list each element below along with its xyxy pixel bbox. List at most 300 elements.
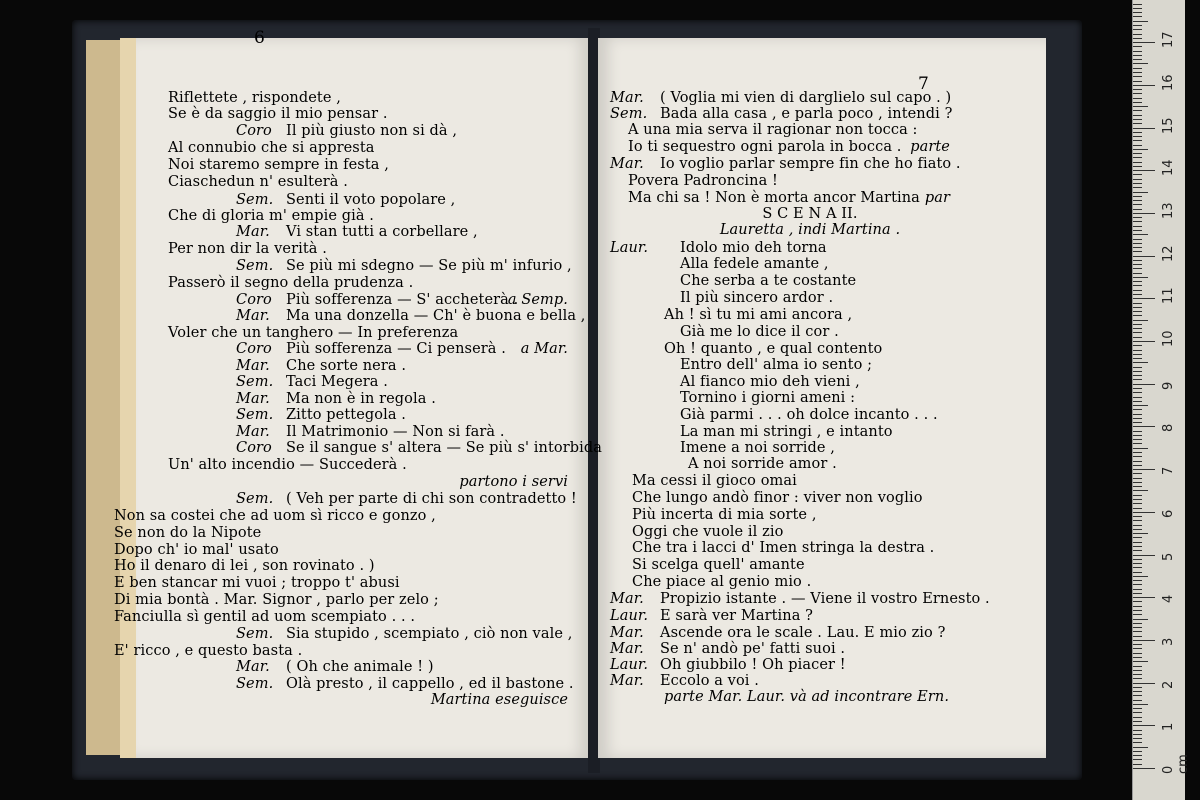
ruler-label: 15 [1161, 116, 1176, 134]
ruler-minor-tick [1133, 196, 1142, 197]
ruler-minor-tick [1133, 243, 1142, 244]
ruler-minor-tick [1133, 102, 1142, 103]
speaker-label: Coro [236, 440, 272, 456]
verse-line: Al fianco mio deh vieni , [680, 374, 860, 390]
verse-line: Ciaschedun n' esulterà . [168, 174, 348, 190]
ruler-minor-tick [1133, 324, 1142, 325]
ruler-minor-tick [1133, 764, 1142, 765]
verse-line: Tornino i giorni ameni : [680, 390, 856, 406]
verse-line: Ma una donzella — Ch' è buona e bella , [286, 308, 586, 324]
verse-line: Entro dell' alma io sento ; [680, 357, 873, 373]
ruler-label: 16 [1161, 74, 1176, 91]
ruler-minor-tick [1133, 550, 1142, 551]
ruler-minor-tick [1133, 247, 1142, 248]
ruler-minor-tick [1133, 401, 1142, 402]
verse-line: Se è da saggio il mio pensar . [168, 106, 388, 122]
ruler-minor-tick [1133, 93, 1142, 94]
scene-heading: Lauretta , indi Martina . [719, 222, 901, 238]
verse-line: Il più giusto non si dà , [286, 123, 458, 139]
ruler-minor-tick [1133, 695, 1142, 696]
ruler-minor-tick [1133, 260, 1142, 261]
verse-line: Io voglio parlar sempre fin che ho fiato . [660, 156, 961, 172]
verse-line: Se n' andò pe' fatti suoi . [660, 641, 846, 657]
ruler-major-tick [1133, 85, 1155, 86]
ruler-minor-tick [1133, 717, 1142, 718]
verse-line: Ma chi sa ! Non è morta ancor Martina . [628, 190, 930, 206]
ruler-minor-tick [1133, 123, 1142, 124]
ruler-minor-tick [1133, 533, 1148, 534]
ruler-minor-tick [1133, 290, 1142, 291]
ruler-minor-tick [1133, 542, 1142, 543]
verse-line: Che lungo andò finor : viver non voglio [632, 490, 923, 506]
ruler-minor-tick [1133, 644, 1142, 645]
ruler-minor-tick [1133, 431, 1142, 432]
speaker-label: Coro [236, 292, 272, 308]
speaker-label: Mar. [610, 673, 644, 689]
speaker-label: Mar. [236, 424, 270, 440]
ruler-minor-tick [1133, 34, 1142, 35]
ruler-major-tick [1133, 384, 1155, 385]
ruler-minor-tick [1133, 610, 1142, 611]
ruler-minor-tick [1133, 277, 1148, 278]
stage-direction: partono i servi [459, 474, 568, 490]
ruler-minor-tick [1133, 46, 1142, 47]
ruler-minor-tick [1133, 350, 1142, 351]
verse-line: Eccolo a voi . [660, 673, 759, 689]
ruler-minor-tick [1133, 452, 1142, 453]
verse-line: Più sofferenza — S' accheterà . [286, 292, 519, 308]
ruler-minor-tick [1133, 106, 1148, 107]
ruler-minor-tick [1133, 217, 1142, 218]
ruler-label: 9 [1161, 381, 1176, 390]
verse-line: Oh ! quanto , e qual contento [664, 341, 883, 357]
ruler-label: 12 [1161, 245, 1176, 262]
verse-line: Alla fedele amante , [680, 256, 829, 272]
ruler-major-tick [1133, 469, 1155, 470]
speaker-label: Mar. [610, 591, 644, 607]
ruler-label: 13 [1161, 202, 1176, 219]
ruler-minor-tick [1133, 230, 1142, 231]
ruler-minor-tick [1133, 593, 1142, 594]
ruler-minor-tick [1133, 448, 1148, 449]
verse-line: Fanciulla sì gentil ad uom scempiato . . . [114, 609, 416, 625]
ruler-minor-tick [1133, 285, 1142, 286]
ruler-minor-tick [1133, 72, 1142, 73]
ruler-minor-tick [1133, 584, 1142, 585]
ruler-minor-tick [1133, 636, 1142, 637]
ruler-major-tick [1133, 725, 1155, 726]
ruler-minor-tick [1133, 674, 1142, 675]
ruler-minor-tick [1133, 670, 1142, 671]
speaker-label: Mar. [236, 391, 270, 407]
verse-line: Oh giubbilo ! Oh piacer ! [660, 657, 846, 673]
ruler-minor-tick [1133, 239, 1142, 240]
verse-line: Più incerta di mia sorte , [632, 507, 817, 523]
ruler-label: 4 [1161, 594, 1176, 604]
ruler-minor-tick [1133, 38, 1142, 39]
ruler-minor-tick [1133, 362, 1148, 363]
verse-line: A una mia serva il ragionar non tocca : [628, 122, 918, 138]
ruler-major-tick [1133, 555, 1155, 556]
verse-line: Idolo mio deh torna [680, 240, 827, 256]
ruler-minor-tick [1133, 132, 1142, 133]
ruler-major-tick [1133, 170, 1155, 171]
verse-line: A noi sorride amor . [688, 456, 837, 472]
verse-line: Olà presto , il cappello , ed il bastone . [286, 676, 574, 692]
ruler-major-tick [1133, 683, 1155, 684]
verse-line: Il Matrimonio — Non si farà . [286, 424, 505, 440]
verse-line: E' ricco , e questo basta . [114, 643, 303, 659]
ruler-label: 14 [1161, 159, 1176, 177]
verse-line: Propizio istante . — Viene il vostro Ernesto . [660, 591, 990, 607]
ruler-minor-tick [1133, 264, 1142, 265]
ruler-minor-tick [1133, 601, 1142, 602]
verse-line: Riflettete , rispondete , [168, 90, 341, 106]
ruler-minor-tick [1133, 81, 1142, 82]
ruler-minor-tick [1133, 51, 1142, 52]
verse-line: Dopo ch' io mal' usato [114, 542, 279, 558]
ruler-minor-tick [1133, 110, 1142, 111]
ruler-minor-tick [1133, 614, 1142, 615]
ruler-minor-tick [1133, 379, 1142, 380]
ruler-minor-tick [1133, 712, 1142, 713]
verse-line: Già parmi . . . oh dolce incanto . . . [680, 407, 938, 423]
speaker-label: Mar. [610, 90, 644, 106]
verse-line: Povera Padroncina ! [628, 173, 778, 189]
left-page-number: 6 [254, 28, 265, 48]
verse-line: Un' alto incendio — Succederà . [168, 457, 407, 473]
verse-line: Vi stan tutti a corbellare , [286, 224, 478, 240]
speaker-label: Mar. [610, 625, 644, 641]
ruler-minor-tick [1133, 755, 1142, 756]
ruler-minor-tick [1133, 337, 1142, 338]
ruler-label: 5 [1161, 552, 1176, 561]
speaker-label: Mar. [236, 659, 270, 675]
ruler-minor-tick [1133, 162, 1142, 163]
right-page-number: 7 [918, 74, 929, 94]
ruler-label: 3 [1161, 637, 1176, 646]
speaker-label: Sem. [236, 491, 274, 507]
ruler-minor-tick [1133, 187, 1142, 188]
verse-line: Il più sincero ardor . [680, 290, 834, 306]
verse-line: Voler che un tanghero — In preferenza [168, 325, 459, 341]
stage-direction: Martina eseguisce [430, 692, 568, 708]
ruler-minor-tick [1133, 367, 1142, 368]
stage-direction: par [924, 190, 950, 206]
ruler-label: 11 [1161, 287, 1176, 305]
ruler-minor-tick [1133, 666, 1142, 667]
speaker-label: Sem. [236, 626, 274, 642]
ruler-minor-tick [1133, 345, 1142, 346]
ruler-minor-tick [1133, 520, 1142, 521]
ruler-minor-tick [1133, 192, 1148, 193]
ruler-minor-tick [1133, 678, 1142, 679]
ruler-minor-tick [1133, 371, 1142, 372]
verse-line: Senti il voto popolare , [286, 192, 456, 208]
ruler-minor-tick [1133, 439, 1142, 440]
speaker-label: Sem. [236, 374, 274, 390]
ruler-minor-tick [1133, 414, 1142, 415]
verse-line: Che piace al genio mio . [632, 574, 812, 590]
ruler-label: 7 [1161, 466, 1176, 476]
ruler-major-tick [1133, 341, 1155, 342]
ruler-minor-tick [1133, 174, 1142, 175]
ruler-minor-tick [1133, 563, 1142, 564]
ruler-minor-tick [1133, 687, 1142, 688]
ruler-minor-tick [1133, 234, 1148, 235]
ruler-minor-tick [1133, 303, 1142, 304]
verse-line: Passerò il segno della prudenza . [168, 275, 414, 291]
stage-direction: a Mar. [520, 341, 568, 357]
ruler-label: 17 [1161, 31, 1176, 49]
verse-line: ( Veh per parte di chi son contradetto ! [286, 491, 577, 507]
speaker-label: Sem. [236, 258, 274, 274]
ruler-minor-tick [1133, 166, 1142, 167]
ruler-minor-tick [1133, 397, 1142, 398]
ruler-minor-tick [1133, 315, 1142, 316]
ruler-minor-tick [1133, 183, 1142, 184]
ruler-minor-tick [1133, 661, 1148, 662]
stage-direction: a Semp. [507, 292, 568, 308]
ruler-minor-tick [1133, 59, 1142, 60]
ruler-minor-tick [1133, 627, 1142, 628]
ruler-minor-tick [1133, 76, 1142, 77]
speaker-label: Laur. [610, 657, 649, 673]
ruler-minor-tick [1133, 537, 1142, 538]
verse-line: Oggi che vuole il zio [632, 524, 784, 540]
ruler-minor-tick [1133, 691, 1142, 692]
speaker-label: Sem. [610, 106, 648, 122]
ruler-minor-tick [1133, 149, 1148, 150]
ruler-minor-tick [1133, 63, 1148, 64]
ruler-label: 10 [1161, 330, 1176, 347]
ruler-minor-tick [1133, 179, 1142, 180]
ruler-minor-tick [1133, 525, 1142, 526]
verse-line: Io ti sequestro ogni parola in bocca . [628, 139, 902, 155]
ruler-major-tick [1133, 298, 1155, 299]
ruler-minor-tick [1133, 482, 1142, 483]
verse-line: Se più mi sdegno — Se più m' infurio , [286, 258, 572, 274]
ruler-minor-tick [1133, 742, 1142, 743]
verse-line: ( Voglia mi vien di darglielo sul capo . ) [660, 90, 952, 106]
scene-heading: S C E N A II. [762, 206, 858, 222]
ruler-minor-tick [1133, 738, 1142, 739]
speaker-label: Coro [236, 341, 272, 357]
ruler-major-tick [1133, 128, 1155, 129]
ruler-minor-tick [1133, 273, 1142, 274]
ruler-minor-tick [1133, 375, 1142, 376]
ruler-minor-tick [1133, 311, 1142, 312]
ruler-minor-tick [1133, 200, 1142, 201]
ruler-minor-tick [1133, 490, 1148, 491]
ruler-minor-tick [1133, 734, 1142, 735]
ruler-minor-tick [1133, 25, 1142, 26]
ruler-minor-tick [1133, 631, 1142, 632]
ruler-major-tick [1133, 213, 1155, 214]
speaker-label: Laur. [610, 240, 649, 256]
ruler-minor-tick [1133, 623, 1142, 624]
ruler-minor-tick [1133, 388, 1142, 389]
verse-line: ( Oh che animale ! ) [286, 659, 434, 675]
ruler-minor-tick [1133, 606, 1142, 607]
ruler-minor-tick [1133, 443, 1142, 444]
ruler-minor-tick [1133, 119, 1142, 120]
ruler-minor-tick [1133, 209, 1142, 210]
ruler-minor-tick [1133, 653, 1142, 654]
verse-line: Che sorte nera . [286, 358, 407, 374]
ruler-minor-tick [1133, 98, 1142, 99]
ruler-minor-tick [1133, 580, 1142, 581]
ruler-minor-tick [1133, 559, 1142, 560]
speaker-label: Mar. [610, 156, 644, 172]
ruler-minor-tick [1133, 465, 1142, 466]
ruler-minor-tick [1133, 648, 1142, 649]
verse-line: parte Mar. Laur. và ad incontrare Ern. [664, 689, 950, 705]
ruler-label: 8 [1161, 424, 1176, 433]
ruler-minor-tick [1133, 405, 1148, 406]
speaker-label: Coro [236, 123, 272, 139]
verse-line: Ascende ora le scale . Lau. E mio zio ? [660, 625, 946, 641]
verse-line: Che tra i lacci d' Imen stringa la destra . [632, 540, 935, 556]
ruler-minor-tick [1133, 730, 1142, 731]
ruler-major-tick [1133, 768, 1155, 769]
speaker-label: Sem. [236, 407, 274, 423]
ruler-major-tick [1133, 426, 1155, 427]
ruler-minor-tick [1133, 307, 1142, 308]
ruler-minor-tick [1133, 422, 1142, 423]
verse-line: Al connubio che si appresta [168, 140, 375, 156]
verse-line: Non sa costei che ad uom sì ricco e gonzo , [114, 508, 436, 524]
ruler-minor-tick [1133, 136, 1142, 137]
ruler-minor-tick [1133, 68, 1142, 69]
ruler-minor-tick [1133, 495, 1142, 496]
ruler-minor-tick [1133, 115, 1142, 116]
verse-line: Taci Megera . [286, 374, 388, 390]
measurement-ruler [1132, 0, 1191, 800]
ruler-minor-tick [1133, 456, 1142, 457]
ruler-minor-tick [1133, 567, 1142, 568]
verse-line: Noi staremo sempre in festa , [168, 157, 389, 173]
verse-line: Ah ! sì tu mi ami ancora , [664, 307, 853, 323]
verse-line: Ho il denaro di lei , son rovinato . ) [114, 558, 375, 574]
ruler-minor-tick [1133, 89, 1142, 90]
verse-line: Per non dir la verità . [168, 241, 327, 257]
ruler-minor-tick [1133, 473, 1142, 474]
verse-line: Che di gloria m' empie già . [168, 208, 374, 224]
stage-direction: parte [910, 139, 950, 155]
ruler-minor-tick [1133, 251, 1142, 252]
verse-line: Sia stupido , scempiato , ciò non vale , [286, 626, 573, 642]
ruler-minor-tick [1133, 157, 1142, 158]
ruler-minor-tick [1133, 759, 1142, 760]
ruler-minor-tick [1133, 8, 1142, 9]
verse-line: Si scelga quell' amante [632, 557, 805, 573]
verse-line: Bada alla casa , e parla poco , intendi ? [660, 106, 953, 122]
ruler-minor-tick [1133, 461, 1142, 462]
verse-line: Se il sangue s' altera — Se più s' intorbida [286, 440, 603, 456]
ruler-minor-tick [1133, 16, 1142, 17]
ruler-minor-tick [1133, 589, 1142, 590]
ruler-minor-tick [1133, 516, 1142, 517]
ruler-label: 2 [1161, 680, 1176, 689]
ruler-minor-tick [1133, 546, 1142, 547]
ruler-minor-tick [1133, 572, 1142, 573]
ruler-minor-tick [1133, 226, 1142, 227]
ruler-minor-tick [1133, 221, 1142, 222]
speaker-label: Mar. [236, 358, 270, 374]
ruler-minor-tick [1133, 619, 1148, 620]
ruler-minor-tick [1133, 704, 1148, 705]
ruler-minor-tick [1133, 751, 1142, 752]
ruler-major-tick [1133, 597, 1155, 598]
ruler-major-tick [1133, 640, 1155, 641]
ruler-minor-tick [1133, 55, 1142, 56]
speaker-label: Sem. [236, 676, 274, 692]
ruler-minor-tick [1133, 268, 1142, 269]
ruler-minor-tick [1133, 418, 1142, 419]
ruler-minor-tick [1133, 700, 1142, 701]
ruler-minor-tick [1133, 708, 1142, 709]
ruler-minor-tick [1133, 576, 1148, 577]
verse-line: Se non do la Nipote [114, 525, 262, 541]
ruler-minor-tick [1133, 503, 1142, 504]
verse-line: La man mi stringi , e intanto [680, 424, 893, 440]
ruler-minor-tick [1133, 145, 1142, 146]
verse-line: E sarà ver Martina ? [660, 608, 814, 624]
ruler-minor-tick [1133, 281, 1142, 282]
ruler-minor-tick [1133, 332, 1142, 333]
ruler-minor-tick [1133, 140, 1142, 141]
ruler-minor-tick [1133, 12, 1142, 13]
verse-line: Di mia bontà . Mar. Signor , parlo per zelo ; [114, 592, 439, 608]
ruler-label: 0 cm [1161, 754, 1191, 774]
ruler-minor-tick [1133, 4, 1142, 5]
ruler-label: 6 [1161, 509, 1176, 518]
ruler-minor-tick [1133, 29, 1142, 30]
ruler-minor-tick [1133, 392, 1142, 393]
speaker-label: Laur. [610, 608, 649, 624]
verse-line: Che serba a te costante [680, 273, 857, 289]
ruler-minor-tick [1133, 294, 1142, 295]
ruler-minor-tick [1133, 747, 1148, 748]
ruler-minor-tick [1133, 358, 1142, 359]
ruler-major-tick [1133, 42, 1155, 43]
speaker-label: Sem. [236, 192, 274, 208]
speaker-label: Mar. [236, 308, 270, 324]
ruler-major-tick [1133, 256, 1155, 257]
verse-line: Già me lo dice il cor . [680, 324, 839, 340]
ruler-minor-tick [1133, 409, 1142, 410]
verse-line: Imene a noi sorride , [680, 440, 836, 456]
ruler-minor-tick [1133, 435, 1142, 436]
ruler-minor-tick [1133, 354, 1142, 355]
ruler-minor-tick [1133, 508, 1142, 509]
verse-line: Ma cessi il gioco omai [632, 473, 797, 489]
ruler-minor-tick [1133, 204, 1142, 205]
ruler-major-tick [1133, 512, 1155, 513]
ruler-minor-tick [1133, 529, 1142, 530]
verse-line: Ma non è in regola . [286, 391, 436, 407]
ruler-minor-tick [1133, 721, 1142, 722]
verse-line: Zitto pettegola . [286, 407, 407, 423]
ruler-minor-tick [1133, 657, 1142, 658]
ruler-minor-tick [1133, 153, 1142, 154]
ruler-minor-tick [1133, 486, 1142, 487]
verse-line: E ben stancar mi vuoi ; troppo t' abusi [114, 575, 400, 591]
verse-line: Più sofferenza — Ci penserà . [286, 341, 506, 357]
ruler-label: 1 [1161, 723, 1176, 732]
speaker-label: Mar. [610, 641, 644, 657]
